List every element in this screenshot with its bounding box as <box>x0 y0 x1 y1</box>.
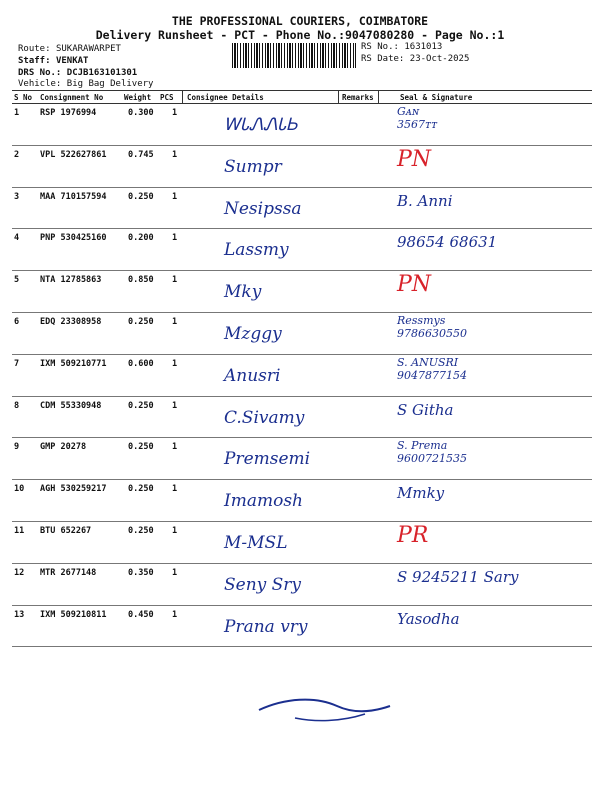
row-weight: 0.250 <box>128 484 154 495</box>
row-consignment-no: VPL 522627861 <box>40 149 107 160</box>
row-consignment-no: EDQ 23308958 <box>40 317 102 327</box>
table-row <box>12 187 592 230</box>
row-pcs: 1 <box>172 400 178 411</box>
col-divider <box>338 90 339 103</box>
col-sno: S No <box>14 93 33 102</box>
table-row <box>12 312 592 355</box>
seal-signature: S Githa <box>397 400 454 419</box>
row-sno: 9 <box>14 442 20 453</box>
bottom-signature <box>255 688 395 733</box>
row-consignment-no: NTA 12785863 <box>40 275 102 286</box>
route-value: SUKARAWARPET <box>55 44 121 54</box>
drs-line <box>18 68 137 78</box>
rs-no-label: RS No.: <box>361 42 399 52</box>
table-row <box>12 437 592 480</box>
row-pcs: 1 <box>172 149 178 160</box>
row-sno: 8 <box>14 400 20 411</box>
row-consignment-no: RSP 1976994 <box>40 108 97 118</box>
row-sno: 7 <box>14 358 20 369</box>
vehicle-line <box>18 79 153 89</box>
consignee-signature: Prana vry <box>224 616 308 637</box>
row-pcs: 1 <box>172 191 178 202</box>
row-sno: 1 <box>14 108 20 118</box>
row-pcs: 1 <box>172 233 178 244</box>
row-consignment-no: CDM 55330948 <box>40 400 102 411</box>
route-line <box>18 44 121 54</box>
table-row <box>12 270 592 313</box>
staff-label: Staff: <box>18 56 51 66</box>
table-header <box>12 90 592 104</box>
row-weight: 0.450 <box>128 609 154 620</box>
seal-signature: Yasodha <box>397 609 460 628</box>
row-sno: 13 <box>14 609 25 620</box>
consignee-signature: M-MSL <box>224 533 288 553</box>
row-weight: 0.250 <box>128 526 154 536</box>
table-row <box>12 354 592 397</box>
route-label: Route: <box>18 44 51 54</box>
row-consignment-no: IXM 509210771 <box>40 358 107 369</box>
consignee-signature: Seny Sry <box>224 574 302 595</box>
consignee-signature: Imamosh <box>224 491 303 512</box>
row-pcs: 1 <box>172 609 178 620</box>
row-weight: 0.350 <box>128 567 154 578</box>
col-consignee: Consignee Details <box>187 93 264 102</box>
table-row <box>12 605 592 648</box>
row-weight: 0.250 <box>128 317 154 327</box>
table-row <box>12 228 592 271</box>
row-pcs: 1 <box>172 526 178 536</box>
row-consignment-no: GMP 20278 <box>40 442 87 453</box>
row-sno: 11 <box>14 526 25 536</box>
row-pcs: 1 <box>172 484 178 495</box>
row-pcs: 1 <box>172 567 178 578</box>
row-sno: 3 <box>14 191 20 202</box>
col-consignment: Consignment No <box>40 93 104 102</box>
company-title: THE PROFESSIONAL COURIERS, COIMBATORE <box>171 14 429 28</box>
drs-label: DRS No.: <box>18 68 62 78</box>
consignee-signature: ᎳᏓᏁᏁᏓᏏ <box>224 115 298 135</box>
row-sno: 6 <box>14 317 20 327</box>
vehicle-label: Vehicle: <box>18 79 62 89</box>
runsheet-subtitle: Delivery Runsheet - PCT - Phone No.:9047080280 - Page No.:1 <box>95 28 505 42</box>
vehicle-value: Big Bag Delivery <box>66 79 154 89</box>
seal-signature: S. ANUSRI 9047877154 <box>397 355 467 382</box>
seal-signature: PN <box>397 272 432 298</box>
row-pcs: 1 <box>172 275 178 286</box>
col-divider <box>378 90 379 103</box>
row-consignment-no: MAA 710157594 <box>40 191 107 202</box>
rs-date-label: RS Date: <box>361 54 405 64</box>
col-divider <box>182 90 183 103</box>
table-row <box>12 521 592 564</box>
row-consignment-no: IXM 509210811 <box>40 609 107 620</box>
rs-no-line <box>361 42 442 52</box>
row-sno: 12 <box>14 567 25 578</box>
row-consignment-no: AGH 530259217 <box>40 484 107 495</box>
rs-no-value: 1631013 <box>404 42 443 52</box>
table-row <box>12 396 592 439</box>
consignee-signature: Premsemi <box>224 449 311 470</box>
row-sno: 4 <box>14 233 20 244</box>
row-weight: 0.850 <box>128 275 154 286</box>
drs-value: DCJB163101301 <box>66 68 138 78</box>
seal-signature: PN <box>397 146 432 172</box>
table-row <box>12 145 592 188</box>
barcode <box>232 43 356 68</box>
consignee-signature: Nesipssa <box>224 198 302 219</box>
seal-signature: 98654 68631 <box>397 233 498 252</box>
col-weight: Weight <box>124 93 152 102</box>
table-row <box>12 103 592 146</box>
consignee-signature: Lassmy <box>224 240 289 261</box>
row-consignment-no: PNP 530425160 <box>40 233 107 244</box>
row-weight: 0.250 <box>128 442 154 453</box>
consignee-signature: Anusri <box>224 365 281 386</box>
seal-signature: S. Prema 9600721535 <box>397 439 467 466</box>
seal-signature: PR <box>397 523 429 548</box>
col-seal: Seal & Signature <box>400 93 473 102</box>
row-weight: 0.250 <box>128 400 154 411</box>
row-consignment-no: BTU 652267 <box>40 526 92 536</box>
staff-value: VENKAT <box>55 56 89 66</box>
col-remarks: Remarks <box>342 93 374 102</box>
row-weight: 0.600 <box>128 358 154 369</box>
rs-date-value: 23-Oct-2025 <box>409 54 470 64</box>
staff-line <box>18 56 88 66</box>
row-consignment-no: MTR 2677148 <box>40 567 97 578</box>
row-weight: 0.300 <box>128 108 154 118</box>
table-row <box>12 479 592 522</box>
col-pcs: PCS <box>160 93 174 102</box>
row-pcs: 1 <box>172 317 178 327</box>
consignee-signature: Mzggy <box>224 324 282 344</box>
consignee-signature: Mky <box>224 282 262 303</box>
rs-date-line <box>361 54 469 64</box>
row-weight: 0.250 <box>128 191 154 202</box>
seal-signature: Ressmys 9786630550 <box>397 314 467 340</box>
row-weight: 0.200 <box>128 233 154 244</box>
row-sno: 10 <box>14 484 25 495</box>
table-row <box>12 563 592 606</box>
seal-signature: S 9245211 Sary <box>397 567 519 586</box>
row-sno: 5 <box>14 275 20 286</box>
seal-signature: Mmky <box>397 484 445 503</box>
row-pcs: 1 <box>172 108 178 118</box>
consignee-signature: C.Sivamy <box>224 407 305 428</box>
seal-signature: Gᴀɴ 3567ᴛᴛ <box>397 105 438 131</box>
row-sno: 2 <box>14 149 20 160</box>
row-pcs: 1 <box>172 358 178 369</box>
row-pcs: 1 <box>172 442 178 453</box>
seal-signature: B. Anni <box>397 191 453 210</box>
consignee-signature: Sumpr <box>224 156 282 177</box>
row-weight: 0.745 <box>128 149 154 160</box>
